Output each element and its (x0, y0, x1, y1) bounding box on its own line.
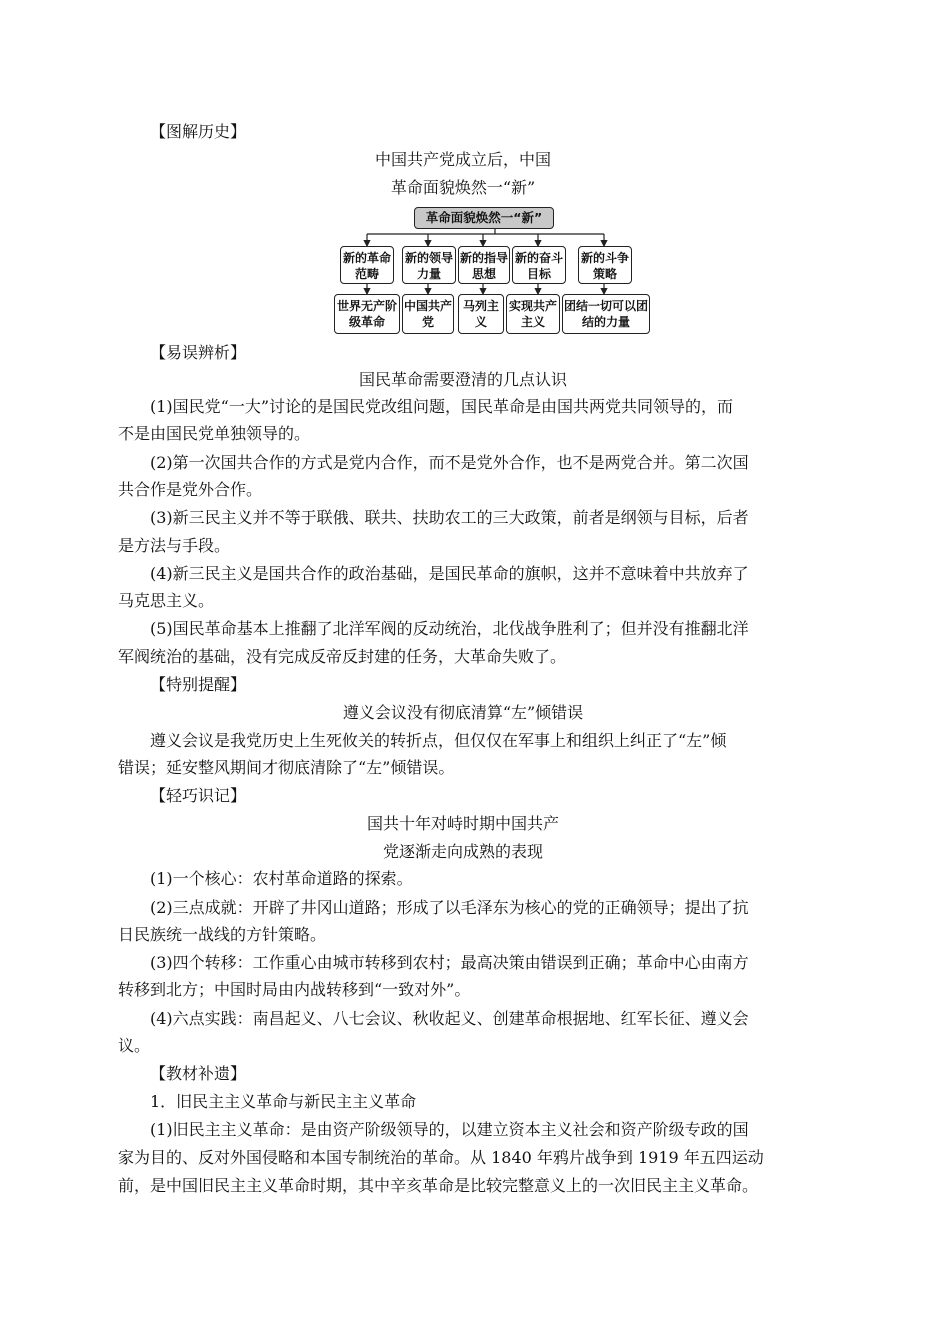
diagram-top-box-1: 新的革命范畴 (340, 246, 394, 284)
yiwu-line-1: (1)国民党“一大”讨论的是国民党改组问题，国民革命是由国共两党共同领导的，而 (150, 397, 734, 416)
section-heading-tebie: 【特别提醒】 (150, 675, 247, 694)
diagram-bottom-box-5: 团结一切可以团结的力量 (562, 294, 650, 334)
qingqiao-title-line-2: 党逐渐走向成熟的表现 (382, 842, 543, 861)
qingqiao-line-4: (3)四个转移：工作重心由城市转移到农村；最高决策由错误到正确；革命中心由南方 (150, 953, 749, 972)
yiwu-line-4: 共合作是党外合作。 (118, 480, 263, 499)
qingqiao-line-5: 转移到北方；中国时局由内战转移到“一致对外”。 (118, 980, 471, 999)
diagram-top-box-5: 新的斗争策略 (578, 246, 632, 284)
yiwu-line-8: 马克思主义。 (118, 591, 215, 610)
diagram-bottom-box-4: 实现共产主义 (506, 294, 560, 334)
diagram-top-box-3: 新的指导思想 (458, 246, 510, 284)
diagram-bottom-box-3: 马列主义 (458, 294, 504, 334)
qingqiao-title-line-1: 国共十年对峙时期中国共产 (366, 814, 559, 833)
tebie-line-2: 错误；延安整风期间才彻底清除了“左”倾错误。 (118, 758, 455, 777)
diagram-top-box-2: 新的领导力量 (402, 246, 456, 284)
diagram-bottom-box-1: 世界无产阶级革命 (334, 294, 400, 334)
section-heading-qingqiao: 【轻巧识记】 (150, 786, 247, 805)
qingqiao-line-2: (2)三点成就：开辟了井冈山道路；形成了以毛泽东为核心的党的正确领导；提出了抗 (150, 898, 749, 917)
qingqiao-line-3: 日民族统一战线的方针策略。 (118, 925, 327, 944)
qingqiao-line-7: 议。 (118, 1036, 151, 1055)
diagram-title-line-2: 革命面貌焕然一“新” (390, 178, 536, 197)
jiaocai-line-3: 家为目的、反对外国侵略和本国专制统治的革命。从 1840 年鸦片战争到 1919 年五四运动 (118, 1148, 764, 1167)
yiwu-line-9: (5)国民革命基本上推翻了北洋军阀的反动统治，北伐战争胜利了；但并没有推翻北洋 (150, 619, 749, 638)
yiwu-line-6: 是方法与手段。 (118, 536, 231, 555)
qingqiao-line-1: (1)一个核心：农村革命道路的探索。 (150, 869, 413, 888)
yiwu-title: 国民革命需要澄清的几点认识 (358, 370, 567, 389)
yiwu-line-3: (2)第一次国共合作的方式是党内合作，而不是党外合作，也不是两党合并。第二次国 (150, 453, 749, 472)
jiaocai-line-1: 1．旧民主主义革命与新民主主义革命 (150, 1092, 417, 1111)
diagram-bottom-box-2: 中国共产党 (402, 294, 454, 334)
jiaocai-line-4: 前，是中国旧民主主义革命时期，其中辛亥革命是比较完整意义上的一次旧民主主义革命。 (118, 1176, 759, 1195)
tebie-title: 遵义会议没有彻底清算“左”倾错误 (342, 703, 584, 722)
yiwu-line-2: 不是由国民党单独领导的。 (118, 424, 311, 443)
diagram-top-box-4: 新的奋斗目标 (512, 246, 566, 284)
diagram-title-line-1: 中国共产党成立后，中国 (374, 150, 551, 169)
yiwu-line-7: (4)新三民主义是国共合作的政治基础，是国民革命的旗帜，这并不意味着中共放弃了 (150, 564, 749, 583)
section-heading-tujie: 【图解历史】 (150, 122, 247, 141)
jiaocai-line-2: (1)旧民主主义革命：是由资产阶级领导的，以建立资本主义社会和资产阶级专政的国 (150, 1120, 749, 1139)
yiwu-line-10: 军阀统治的基础，没有完成反帝反封建的任务，大革命失败了。 (118, 647, 567, 666)
concept-diagram (330, 204, 660, 338)
section-heading-yiwu: 【易误辨析】 (150, 343, 247, 362)
qingqiao-line-6: (4)六点实践：南昌起义、八七会议、秋收起义、创建革命根据地、红军长征、遵义会 (150, 1009, 749, 1028)
diagram-root-box: 革命面貌焕然一“新” (414, 207, 554, 229)
section-heading-jiaocai: 【教材补遗】 (150, 1064, 247, 1083)
tebie-line-1: 遵义会议是我党历史上生死攸关的转折点，但仅仅在军事上和组织上纠正了“左”倾 (150, 731, 727, 750)
yiwu-line-5: (3)新三民主义并不等于联俄、联共、扶助农工的三大政策，前者是纲领与目标，后者 (150, 508, 749, 527)
